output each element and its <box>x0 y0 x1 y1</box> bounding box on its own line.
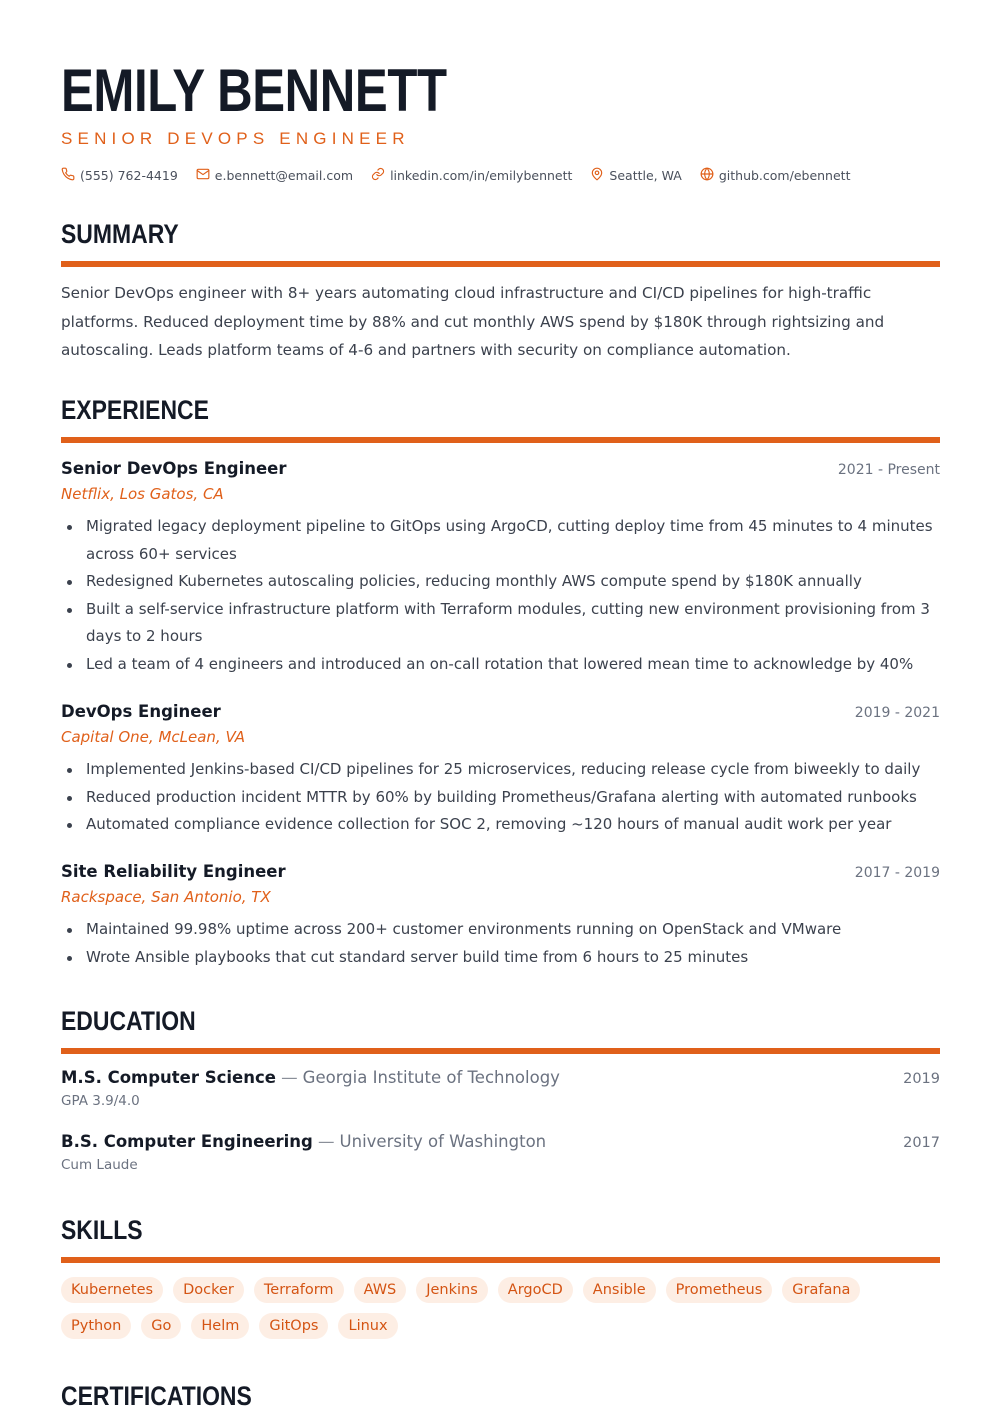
phone-icon <box>61 167 75 184</box>
summary-section-header <box>61 218 940 267</box>
job-title: Site Reliability Engineer <box>61 862 286 881</box>
contact-github-text: github.com/ebennett <box>718 167 851 183</box>
skill-chip: Go <box>141 1313 181 1339</box>
section-divider <box>61 437 940 443</box>
bullet-item: Reduced production incident MTTR by 60% by building Prometheus/Grafana alerting with automated runbooks <box>61 784 940 812</box>
contact-bar <box>61 164 850 186</box>
job-company: Rackspace, San Antonio, TX <box>61 888 271 906</box>
location-pin-icon <box>590 167 604 184</box>
bullet-item: Wrote Ansible playbooks that cut standard server build time from 6 hours to 25 minutes <box>61 944 940 972</box>
skill-chip: Terraform <box>254 1277 344 1303</box>
section-divider <box>61 261 940 267</box>
graduation-year: 2019 <box>903 1071 940 1087</box>
skill-chip: Kubernetes <box>61 1277 163 1303</box>
job-title: Senior DevOps Engineer <box>61 459 287 478</box>
education-entry <box>61 1132 940 1173</box>
bullet-item: Automated compliance evidence collection for SOC 2, removing ~120 hours of manual audit work per year <box>61 811 940 839</box>
skill-chip: AWS <box>354 1277 407 1303</box>
contact-linkedin[interactable] <box>371 167 572 184</box>
skill-chip: Ansible <box>583 1277 656 1303</box>
education-note: GPA 3.9/4.0 <box>61 1093 140 1109</box>
certifications-section-header <box>61 1380 940 1412</box>
contact-phone-text: (555) 762-4419 <box>80 167 178 183</box>
job-company: Netflix, Los Gatos, CA <box>61 485 224 503</box>
education-note: Cum Laude <box>61 1157 138 1173</box>
job-entry <box>61 860 940 971</box>
education-section-header <box>61 1005 940 1054</box>
experience-section-header <box>61 394 940 443</box>
skill-chip: Docker <box>173 1277 244 1303</box>
job-entry <box>61 457 940 679</box>
job-bullets <box>61 916 940 971</box>
job-title-tagline: SENIOR DEVOPS ENGINEER <box>61 129 410 148</box>
graduation-year: 2017 <box>903 1135 940 1151</box>
mail-icon <box>196 167 210 184</box>
skill-chip: Python <box>61 1313 131 1339</box>
contact-email-text: e.bennett@email.com <box>214 167 354 183</box>
contact-linkedin-text: linkedin.com/in/emilybennett <box>390 167 573 183</box>
degree-separator: — <box>317 1132 335 1151</box>
contact-github[interactable] <box>700 167 851 184</box>
contact-phone[interactable] <box>61 167 178 184</box>
summary-text: Senior DevOps engineer with 8+ years automating cloud infrastructure and CI/CD pipelines for high-traffic platforms. Reduced deployment time by 88% and cut monthly AWS spend by $180K through rightsizing and autoscaling. Leads platform teams of 4-6 and partners with security on compliance automation. <box>61 284 885 359</box>
job-dates: 2017 - 2019 <box>854 865 940 881</box>
skills-chip-list <box>61 1277 940 1339</box>
bullet-item: Redesigned Kubernetes autoscaling policies, reducing monthly AWS compute spend by $180K annually <box>61 568 940 596</box>
job-dates: 2019 - 2021 <box>854 705 940 721</box>
contact-location-text: Seattle, WA <box>609 167 682 183</box>
skill-chip: GitOps <box>259 1313 328 1339</box>
bullet-item: Built a self-service infrastructure platform with Terraform modules, cutting new environment provisioning from 3 days to 2 hours <box>61 596 940 651</box>
section-heading: SUMMARY <box>61 219 179 249</box>
job-company: Capital One, McLean, VA <box>61 728 245 746</box>
contact-email[interactable] <box>196 167 353 184</box>
job-title: DevOps Engineer <box>61 702 221 721</box>
bullet-item: Led a team of 4 engineers and introduced an on-call rotation that lowered mean time to acknowledge by 40% <box>61 651 940 679</box>
skill-chip: Linux <box>338 1313 397 1339</box>
link-icon <box>371 167 385 184</box>
job-dates: 2021 - Present <box>837 462 940 478</box>
degree-name: M.S. Computer Science <box>61 1068 276 1087</box>
school-name: University of Washington <box>339 1132 547 1151</box>
section-divider <box>61 1257 940 1263</box>
contact-location <box>590 167 681 184</box>
job-bullets <box>61 756 940 839</box>
job-bullets <box>61 513 940 679</box>
globe-icon <box>700 167 714 184</box>
degree-separator: — <box>281 1068 298 1087</box>
job-entry <box>61 700 940 839</box>
education-entry <box>61 1068 940 1109</box>
skill-chip: Helm <box>191 1313 249 1339</box>
skill-chip: Jenkins <box>416 1277 488 1303</box>
skill-chip: Grafana <box>782 1277 860 1303</box>
section-heading: SKILLS <box>61 1215 143 1245</box>
section-heading: EDUCATION <box>61 1006 196 1036</box>
section-heading: EXPERIENCE <box>61 395 209 425</box>
skills-section-header <box>61 1214 940 1263</box>
bullet-item: Maintained 99.98% uptime across 200+ customer environments running on OpenStack and VMware <box>61 916 940 944</box>
skill-chip: ArgoCD <box>498 1277 573 1303</box>
degree-name: B.S. Computer Engineering <box>61 1132 313 1151</box>
bullet-item: Migrated legacy deployment pipeline to GitOps using ArgoCD, cutting deploy time from 45 minutes to 4 minutes across 60+ services <box>61 513 940 568</box>
bullet-item: Implemented Jenkins-based CI/CD pipelines for 25 microservices, reducing release cycle from biweekly to daily <box>61 756 940 784</box>
skill-chip: Prometheus <box>666 1277 773 1303</box>
school-name: Georgia Institute of Technology <box>302 1068 560 1087</box>
candidate-name: EMILY BENNETT <box>61 57 447 124</box>
section-divider <box>61 1048 940 1054</box>
section-heading: CERTIFICATIONS <box>61 1381 252 1411</box>
